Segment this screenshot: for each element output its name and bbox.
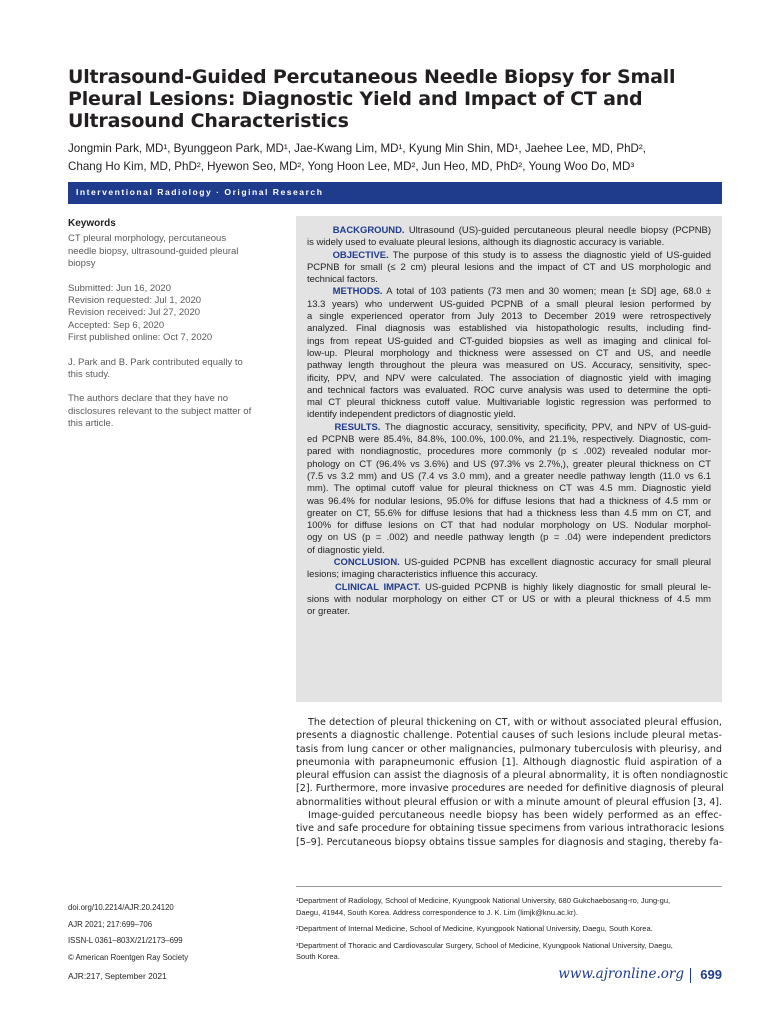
disclosure-note: The authors declare that they have no [68, 393, 229, 405]
keywords-line: CT pleural morphology, percutaneous [68, 233, 227, 245]
affiliation-3: ³Department of Thoracic and Cardiovascular Surgery, School of Medicine, Kyungpook National University, Daegu, [296, 940, 673, 950]
title-line: Ultrasound Characteristics [68, 110, 349, 132]
results-text: ed PCPNB were 85.4%, 84.8%, 100.0%, 100.0%, and 21.1%, respectively. Diagnostic, com- [307, 434, 711, 446]
abstract-box [296, 216, 722, 702]
author-line: Chang Ho Kim, MD, PhD², Hyewon Seo, MD², Yong Hoon Lee, MD², Jun Heo, MD, PhD², Young Woo Do, MD³ [68, 160, 635, 173]
author-list [68, 140, 708, 176]
copyright: © American Roentgen Ray Society [68, 952, 189, 962]
date-line: Accepted: Sep 6, 2020 [68, 319, 165, 331]
methods-text: low-up. Pleural morphology and thickness were assessed on CT and US, and needle [307, 347, 711, 359]
doi-link[interactable]: doi.org/10.2214/AJR.20.24120 [68, 903, 174, 912]
affiliations [296, 895, 722, 963]
disclosure-note: this article. [68, 418, 114, 430]
methods-text: identify independent predictors of diagnostic yield. [307, 409, 516, 421]
title-line: Pleural Lesions: Diagnostic Yield and Impact of CT and [68, 88, 643, 110]
results-text: The diagnostic accuracy, sensitivity, specificity, PPV, and NPV of US-guid- [380, 421, 711, 433]
methods-heading: METHODS. [332, 286, 383, 298]
body-line: The detection of pleural thickening on CT, with or without associated pleural effusion, [308, 717, 722, 728]
results-text: phology on CT (96.4% vs 3.6%) and US (97.3% vs 2.7%,), greater pleural thickness on CT [307, 458, 711, 470]
background-text: Ultrasound (US)-guided percutaneous pleural needle biopsy (PCPNB) [404, 225, 711, 236]
conclusion-heading: CONCLUSION. [333, 557, 400, 569]
conclusion-text: lesions; imaging characteristics influence this accuracy. [307, 569, 538, 581]
methods-text: and technical factors was evaluated. ROC curve analysis was used to determine the opti- [307, 384, 711, 396]
date-line: Submitted: Jun 16, 2020 [68, 282, 171, 294]
page-footer [68, 966, 722, 986]
clinical-impact-text: US-guided PCPNB is highly likely diagnostic for small pleural le- [420, 581, 711, 593]
body-line: [5–9]. Percutaneous biopsy obtains tissue samples for diagnosis and staging, thereby fa- [296, 836, 723, 848]
title-line: Ultrasound-Guided Percutaneous Needle Biopsy for Small [68, 66, 676, 88]
results-text: ogy on US (p = .002) and needle pathway length (p = .04) were independent predictors [307, 532, 711, 544]
methods-text: mal CT pleural thickness cutoff value. Multivariable logistic regression was performed to [307, 397, 711, 409]
section-banner [68, 182, 722, 204]
results-heading: RESULTS. [334, 421, 381, 433]
body-text [296, 716, 729, 849]
footer-separator [690, 968, 691, 983]
body-line: abnormalities without pleural effusion or with a minute amount of pleural effusion [3, 4]. [296, 796, 723, 808]
body-line: pneumonia with parapneumonic effusion [1]. Although diagnostic fluid aspiration of a [296, 756, 722, 768]
affiliation-2: ²Department of Internal Medicine, School of Medicine, Kyungpook National University, Daegu, South Korea. [296, 924, 653, 934]
date-line: Revision requested: Jul 1, 2020 [68, 295, 202, 307]
citation-info [68, 900, 278, 966]
methods-text: ificity, PPV, and NPV were calculated. The association of diagnostic yield with imaging [307, 372, 711, 384]
results-text: (7.5 vs 3.2 mm) and US (7.4 vs 3.0 mm), and a greater needle pathway length (11.0 vs 6.1 [307, 470, 711, 482]
methods-text: pathway length throughout the pleura was measured on US. Accuracy, sensitivity, spec- [307, 360, 711, 372]
affiliation-3: South Korea. [296, 952, 340, 962]
footnote-divider [296, 886, 722, 887]
keywords-line: biopsy [68, 258, 96, 270]
objective-text: PCPNB for small (≤ 2 cm) pleural lesions and the impact of CT and US morphologic and [307, 261, 711, 273]
results-text: mm). The optimal cutoff value for pleural thickness on CT was 4.5 mm. Diagnostic yield [307, 483, 711, 495]
results-text: greater on CT, 55.6% for diffuse lesions that had a thickness less than 4.5 mm on CT, and [307, 507, 711, 519]
disclosure-note: disclosures relevant to the subject matter of [68, 405, 252, 417]
article-title [68, 66, 708, 132]
background-text: is widely used to evaluate pleural lesions, although its diagnostic accuracy is variable. [307, 237, 665, 249]
journal-website-link[interactable]: www.ajronline.org [558, 966, 684, 982]
clinical-impact-text: sions with nodular morphology on either CT or US or with a pleural thickness of 4.5 mm [307, 593, 711, 605]
body-line: [2]. Furthermore, more invasive procedures are needed for definitive diagnosis of pleural [296, 783, 724, 795]
results-text: was 96.4% for nodular lesions, 95.0% for diffuse lesions that had a thickness of 4.5 mm or [307, 495, 711, 507]
conclusion-text: US-guided PCPNB has excellent diagnostic accuracy for small pleural [399, 557, 711, 569]
date-line: Revision received: Jul 27, 2020 [68, 307, 201, 319]
methods-text: a single experienced operator from July 2013 to December 2019 were retrospectively [307, 311, 711, 323]
affiliation-1: ¹Department of Radiology, School of Medicine, Kyungpook National University, 680 Gukchaebosang-ro, Jung-gu, [296, 896, 671, 905]
methods-text: ings from repeat US-guided and CT-guided biopsies as well as imaging and clinical fol- [307, 335, 711, 347]
contrib-note: J. Park and B. Park contributed equally to [68, 356, 243, 368]
page-number: 699 [700, 967, 722, 982]
methods-text: A total of 103 patients (73 men and 30 women; mean [± SD] age, 68.0 ± [382, 286, 712, 298]
background-heading: BACKGROUND. [332, 225, 405, 236]
clinical-impact-heading: CLINICAL IMPACT. [334, 581, 421, 593]
author-line: Jongmin Park, MD¹, Byunggeon Park, MD¹, Jae-Kwang Lim, MD¹, Kyung Min Shin, MD¹, Jaehee Lee, MD, PhD², [68, 142, 646, 155]
affiliation-1: Daegu, 41944, South Korea. Address correspondence to J. K. Lim (limjk@knu.ac.kr). [296, 907, 578, 917]
journal-citation: AJR 2021; 217:699–706 [68, 919, 153, 929]
results-text: of diagnostic yield. [307, 544, 385, 556]
journal-issue: AJR:217, September 2021 [68, 971, 167, 981]
results-text: 100% for diffuse lesions on CT that had nodular morphology on US. Nodular morphol- [307, 520, 711, 532]
body-line: pleural effusion can assist the diagnosis of a pleural abnormality, it is often nondiagnostic [296, 770, 729, 782]
objective-heading: OBJECTIVE. [332, 249, 389, 261]
objective-text: The purpose of this study is to assess the diagnostic yield of US-guided [388, 249, 712, 261]
body-line: tive and safe procedure for obtaining tissue specimens from various intrathoracic lesions [296, 823, 725, 835]
methods-text: 13.3 years) who underwent US-guided PCPNB of a small pleural lesion performed by [307, 298, 711, 310]
contrib-note: this study. [68, 369, 111, 381]
date-line: First published online: Oct 7, 2020 [68, 332, 213, 344]
results-text: pared with nondiagnostic, procedures more commonly (p ≤ .002) revealed nodular mor- [307, 446, 711, 458]
sidebar [68, 218, 273, 431]
clinical-impact-text: or greater. [307, 606, 351, 618]
body-line: Image-guided percutaneous needle biopsy has been widely performed as an effec- [308, 810, 722, 822]
banner-label: Interventional Radiology · Original Research [76, 187, 324, 197]
keywords-line: needle biopsy, ultrasound-guided pleural [68, 245, 239, 257]
objective-text: technical factors. [307, 274, 378, 286]
body-line: presents a diagnostic challenge. Potential causes of such lesions include pleural metas- [296, 730, 722, 742]
methods-text: analyzed. Final diagnosis was established via histopathologic results, including find- [307, 323, 711, 335]
keywords-title: Keywords [68, 218, 116, 229]
issn: ISSN-L 0361–803X/21/2173–699 [68, 936, 183, 945]
body-line: tasis from lung cancer or other malignancies, pulmonary tuberculosis with pleurisy, and [296, 743, 722, 755]
